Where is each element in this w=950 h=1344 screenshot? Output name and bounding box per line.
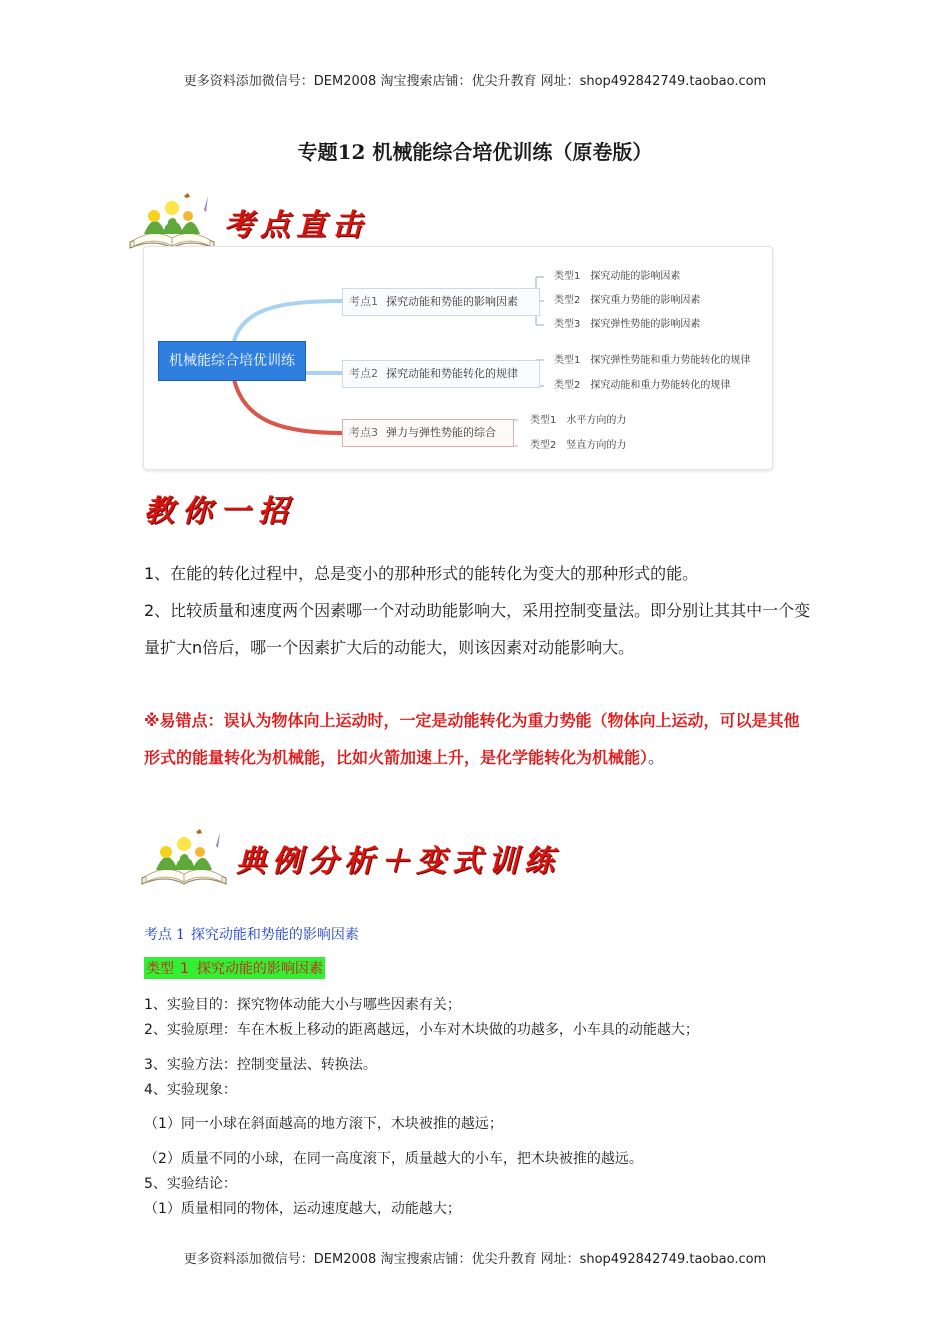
- tip-mistake-note: [144, 702, 814, 776]
- mindmap-leaf: [530, 414, 626, 428]
- leaf-prefix: 类型2: [530, 440, 557, 451]
- flower-book-icon: [124, 190, 220, 254]
- experiment-line: 3、实验方法：控制变量法、转换法。: [144, 1057, 377, 1073]
- experiment-line: （2）质量不同的小球，在同一高度滚下，质量越大的小车，把木块被推的越远。: [144, 1151, 643, 1167]
- branch-label: 探究动能和势能转化的规律: [386, 367, 518, 380]
- mindmap-leaf: [554, 270, 680, 284]
- page-header: 更多资料添加微信号：DEM2008 淘宝搜索店铺：优尖升教育 网址：shop492842749.taobao.com: [183, 74, 767, 89]
- mindmap-leaf: [530, 439, 626, 453]
- mindmap-root: 机械能综合培优训练: [158, 341, 306, 381]
- mindmap-leaf: [554, 354, 750, 368]
- section-kaodian-heading: [124, 190, 368, 254]
- experiment-line: 1、实验目的：探究物体动能大小与哪些因素有关；: [144, 997, 461, 1013]
- page-title: 专题12 机械能综合培优训练（原卷版）: [297, 140, 653, 164]
- mindmap-branch-kaodian3: [342, 419, 514, 447]
- type1-prefix: 类型: [146, 961, 174, 977]
- section-dianli-label: 典例分析＋变式训练: [236, 844, 560, 879]
- type1-num: 1: [180, 961, 189, 977]
- branch-prefix: 考点3: [349, 426, 378, 439]
- branch-prefix: 考点1: [349, 295, 378, 308]
- mindmap-leaf: [554, 318, 700, 332]
- kaodian1-prefix: 考点: [144, 927, 172, 943]
- mindmap-leaf: [554, 379, 730, 393]
- tip-paragraph-1: 1、在能的转化过程中，总是变小的那种形式的能转化为变大的那种形式的能。: [144, 564, 699, 583]
- branch-label: 探究动能和势能的影响因素: [386, 295, 518, 308]
- section-kaodian-label: 考点直击: [224, 208, 368, 243]
- leaf-prefix: 类型1: [530, 415, 557, 426]
- kaodian1-heading: [144, 924, 359, 944]
- leaf-prefix: 类型3: [554, 319, 581, 330]
- type1-heading: [144, 957, 325, 979]
- mindmap: [143, 246, 773, 470]
- tip-paragraph-2: 2、比较质量和速度两个因素哪一个对动助能影响大，采用控制变量法。即分别让其其中一个变量扩大n倍后，哪一个因素扩大后的动能大，则该因素对动能影响大。: [144, 601, 811, 657]
- flower-book-icon: [136, 826, 232, 890]
- section-dianli-heading: [136, 826, 560, 890]
- experiment-line: （1）质量相同的物体，运动速度越大，动能越大；: [144, 1201, 461, 1217]
- leaf-label: 竖直方向的力: [566, 440, 627, 451]
- experiment-line: 5、实验结论：: [144, 1176, 237, 1192]
- type1-label: 探究动能的影响因素: [196, 961, 323, 977]
- tip-mistake-text: ※易错点：误认为物体向上运动时，一定是动能转化为重力势能（物体向上运动，可以是其他形式的能量转化为机械能，比如火箭加速上升，是化学能转化为机械能）: [144, 711, 800, 767]
- leaf-label: 探究弹性势能和重力势能转化的规律: [590, 355, 751, 366]
- section-jiaoni-heading: 教你一招: [144, 494, 296, 529]
- experiment-line: 2、实验原理：车在木板上移动的距离越远，小车对木块做的功越多，小车具的动能越大；: [144, 1022, 699, 1038]
- mindmap-branch-kaodian2: [342, 360, 540, 388]
- leaf-prefix: 类型1: [554, 355, 581, 366]
- page-footer: 更多资料添加微信号：DEM2008 淘宝搜索店铺：优尖升教育 网址：shop492842749.taobao.com: [183, 1252, 767, 1267]
- branch-prefix: 考点2: [349, 367, 378, 380]
- leaf-label: 水平方向的力: [566, 415, 627, 426]
- branch-label: 弹力与弹性势能的综合: [386, 426, 496, 439]
- mindmap-branch-kaodian1: [342, 288, 540, 316]
- leaf-prefix: 类型1: [554, 271, 581, 282]
- kaodian1-label: 探究动能和势能的影响因素: [190, 927, 359, 943]
- mindmap-leaf: [554, 294, 700, 308]
- leaf-prefix: 类型2: [554, 380, 581, 391]
- kaodian1-num: 1: [176, 927, 185, 943]
- leaf-prefix: 类型2: [554, 295, 581, 306]
- leaf-label: 探究弹性势能的影响因素: [590, 319, 701, 330]
- experiment-line: （1）同一小球在斜面越高的地方滚下，木块被推的越远；: [144, 1116, 503, 1132]
- leaf-label: 探究动能的影响因素: [590, 271, 681, 282]
- leaf-label: 探究重力势能的影响因素: [590, 295, 701, 306]
- experiment-line: 4、实验现象：: [144, 1082, 237, 1098]
- leaf-label: 探究动能和重力势能转化的规律: [590, 380, 731, 391]
- tip-mistake-tail: 。: [648, 748, 665, 767]
